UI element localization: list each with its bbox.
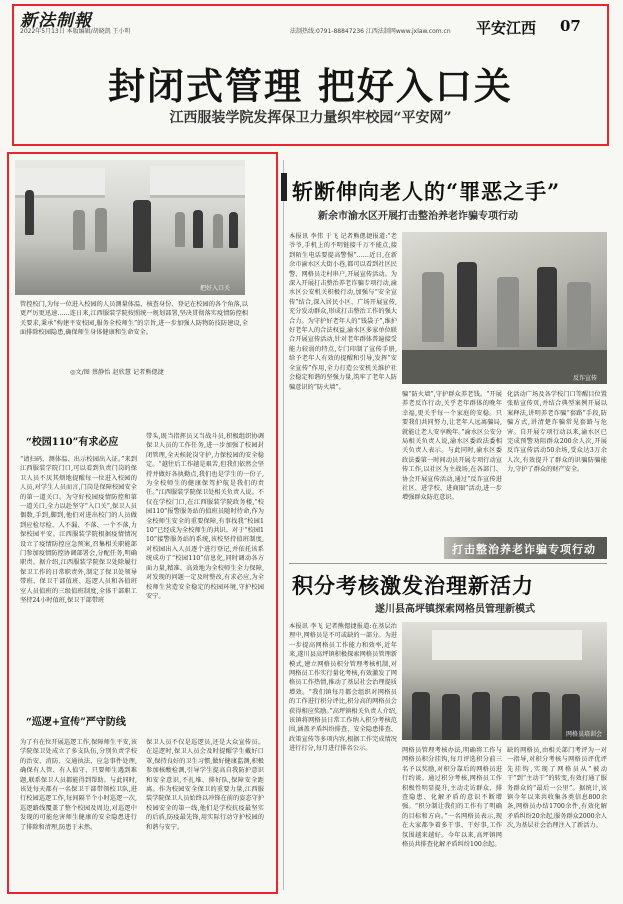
article2-subhead: 新余市渝水区开展打击整治养老诈骗专项行动 bbox=[318, 211, 518, 222]
section-heading: “巡逻+宣传”严守防线 bbox=[26, 717, 126, 728]
article-column: 保卫人员不仅是巡逻员,还是大众宣传员。在巡逻时,保卫人员会及时提醒学生戴好口罩,保持良好的卫生习惯,做好健康监测,积极参加核酸检测,引导学生提高自我防护意识和安全意识,不扎堆、排好队,保障安全距离。作为校园安全保卫的重要力量,江西服装学院保卫人员始终以冲锋在前的姿态守护校园安全的第一线,他们是学校抗疫最坚实的后盾,防疫最先锋,用实际行动守护校园的和谐与安宁。 bbox=[146, 739, 264, 831]
article-column: “请扫码、测体温、出示校园出入证。”来到江西服装学院门口,可以看到负责门岗的保卫人员不厌其烦地提醒每一位进入校园的人员,对学生人员而言,门岗是保障校园安全的第一道关口。为守好校园疫情防控和第一道关口,全力以赴坚守“入口关”,保卫人员偶数,手到,脚到,他们对进出校门的人员做到应检尽检、人不漏、不落、一个不落,力保校园平安。江西服装学院根据疫情情况设立了疫情防控应急预案,召集相关职能部门参加疫情防控协调部署会,分配任务,明确职责。据介绍,江西服装学院保卫处除履行保卫工作的日常职责外,制定了保卫处领导带班、保卫干部值班、巡逻人员和各值班室人员值班的三级值班制度,全体干部职工坚持24小时值班,保卫干部带班 bbox=[20, 456, 137, 605]
campaign-banner-text: 打击整治养老诈骗专项行动 bbox=[452, 543, 596, 556]
article-column: 为了有在位开展巡逻工作,保障师生平安,该学院保卫处成立了多支队伍,分别负责学校的治安、消防、交通执法、应急事件处理,确保有人管、有人值守、只要师生遇到难题,联系保卫人员都能得到帮助。与此同时,该处每天都有一名保卫干部带领校卫队,进行校园巡逻工作,每间隔半个小时巡逻一次,巡逻路线覆盖了整个校园及周边,对巡逻中发现的可能危害师生健康的安全隐患进行了排除和清理,防患于未然。 bbox=[20, 739, 137, 831]
article-credit: ◎文/图 蔡静怡 赵欣慧 记者熊偲捷 bbox=[70, 369, 164, 376]
campus-gate-photo bbox=[15, 160, 245, 295]
article-lead: 管控校门,为每一位进入校园的人员测量体温、核查身份、登记在校园的各个角落,以更严厉更迅速……连日来,江西服装学院按照统一规划部署,坚决贯彻落实疫情防控相关要求,秉承“构建平安校园,服务全校师生”的宗旨,进一步加强人防物防技防建设,全面排除校园隐患,确保师生身体健康和生命安全。 bbox=[20, 301, 248, 337]
section-heading: “校园110”有求必应 bbox=[26, 437, 119, 448]
article-column: 缺的网格员,由相关部门考评为一对一指导,对积分考核与网格员评优评先挂钩,实现了网格员从“被动干”到“主动干”的转变,有效打通了服务群众的“最后一公里”。据统计,该镇今年以来共收集各类信息800余条,网格员办结1700余件,有效化解矛盾纠纷20余起,服务群众2000余人次,为基层社会治理注入了新活力。 bbox=[507, 747, 607, 830]
photo-caption: 网格员培训会 bbox=[566, 731, 603, 738]
article3-subhead: 遂川县高坪镇探索网格员管理新模式 bbox=[375, 604, 535, 615]
article-column: 带头,既当指挥员又当战斗员,积极组织协调保卫人员的工作任务,进一步加强了校园封闭管理,全天候轮岗守护,力保校园的安全稳定。“越往后工作越是艰苦,但我们依然会坚持并做好各执勤点,我们也是学生的一份子,为全校师生的健康保驾护航是我们的责任。”江西服装学院保卫处相关负责人说。不仅在学校门口,在江西服装学院政务楼,“校园110”报警服务站的值班员随时待命,作为全校师生安全的重要保障,有事找我“校园110”已经成为全校师生的共识。对于“校园110”接警服务站的系统,该校坚持值班制度,对校园出入人员逐个进行登记,并依托该系统成功了“校园110”信息化,同时调动各方面力量,精准、高效地为全校师生全力保障,对发现的问题一定及时整改,有求必应,为全校师生营造安全稳定的校园环境,守护校园安宁。 bbox=[146, 433, 264, 600]
column-divider bbox=[283, 160, 284, 890]
article-column: 本报讯 李伟 于飞 记者熊偲捷报道:“老爷爷,手机上的不明链接千万不能点,接到陌生电话要提高警惕”……近日,在新余市渝水区大街小巷,都可以看到社区民警、网格员走村串户,开展宣传活动。为深入开展打击整治养老诈骗专项行动,渝水区公安机关积极行动,加强与“安全宣传”结合,深入居民小区、广场开展宣传,充分发动群众,形成打击整治工作的强大合力。为守护好老年人的“钱袋子”,维护好老年人的合法权益,渝水区多家单位联合开展宣传活动,针对老年群体普遍接受能力较弱的特点,专门印制了宣传手册,给予老年人有效的提醒和引导,发挥“安全宣传”作用,全力打造公安机关维护社会稳定和谐的坚强力量,筑牢了老年人防骗意识的“防火墙”。 bbox=[289, 233, 397, 391]
photo-caption: 把好入口关 bbox=[200, 285, 231, 292]
dateline: 2022年5月13日 本版编辑/胡晓凯 王小明 bbox=[20, 28, 131, 35]
headline-marker bbox=[281, 173, 287, 201]
main-subhead: 江西服装学院发挥保卫力量织牢校园“平安网” bbox=[169, 110, 452, 126]
article-column: 本报讯 李飞 记者熊偲捷报道:在基层治理中,网格员是不可或缺的一部分。为进一步提高网格员工作能力和效率,近年来,遂川县高坪镇积极探索网格员管理新模式,建立网格员积分管理考核机制,对网格员工作实行量化考核,有效激发了网格员工作热情,推动了基层社会治理提质增效。“我们镇每月都会组织对网格员的工作进行积分评比,积分高的网格员会获得相应奖励。”高坪镇相关负责人介绍,该镇将网格员日常工作纳入积分考核范围,涵盖矛盾纠纷排查、安全隐患排查、政策宣传等多项内容,根据工作完成情况进行打分,每月进行排名公示。 bbox=[289, 623, 397, 753]
anti-fraud-photo bbox=[402, 232, 607, 384]
contact-line: 法制热线:0791-88847236 江西法制网www.jxlaw.com.cn bbox=[290, 28, 451, 35]
page-number: 07 bbox=[560, 17, 581, 35]
article-column: 网格员管理考核办法,明确将工作与网格员积分挂钩,每月评选积分前三名予以奖励,对积分靠后的网格员进行约谈。通过积分考核,网格员工作积极性明显提升,主动走访群众、排查隐患、化解矛盾的意识不断增强。“积分制让我们的工作有了明确的目标和方向。”一名网格员表示,现在大家都争着多干事、干好事,工作氛围越来越好。今年以来,高坪镇网格员共排查化解矛盾纠纷100余起。 bbox=[402, 747, 502, 849]
main-headline: 封闭式管理 把好入口关 bbox=[108, 64, 513, 108]
article-column: 化活动广场及各学校门口等醒目位置张贴宣传页,并结合典型案例开展以案释法,讲明养老诈骗“套路”手段,防骗方式,讲清楚诈骗常见套路与危害。自开展专项行动以来,渝水区已完成预警劝阻群众200余人次,开展反诈宣传活动50余场,受众达3万余人次,有效提升了群众的识骗防骗能力,守护了群众的财产安全。 bbox=[507, 391, 607, 474]
article2-headline: 斩断伸向老人的“罪恶之手” bbox=[292, 179, 561, 204]
page-section-label: 平安江西 bbox=[476, 19, 537, 37]
newspaper-logo: 新法制報 bbox=[20, 11, 92, 31]
photo-caption: 反诈宣传 bbox=[573, 375, 598, 382]
article-column: 骗“防火墙”,守护群众养老钱。“开展养老反诈行动,关乎老年群体的晚年幸福,更关乎每一个家庭的安稳。只要我们共同努力,让老年人远离骗局,就能让老人安享晚年。”渝水区公安分局相关负责人说,渝水区委政法委相关负责人表示。与此同时,渝水区委政法委第一时间动员开展专项行动宣传工作,以社区为主战场,在各部门、协会开展宣传活动,通过“反诈宣传进社区、进学校、进商圈”活动,进一步增强群众防范意识。 bbox=[402, 391, 502, 502]
article3-headline: 积分考核激发治理新活力 bbox=[292, 573, 534, 598]
article-divider bbox=[289, 563, 607, 564]
meeting-photo bbox=[402, 622, 607, 740]
